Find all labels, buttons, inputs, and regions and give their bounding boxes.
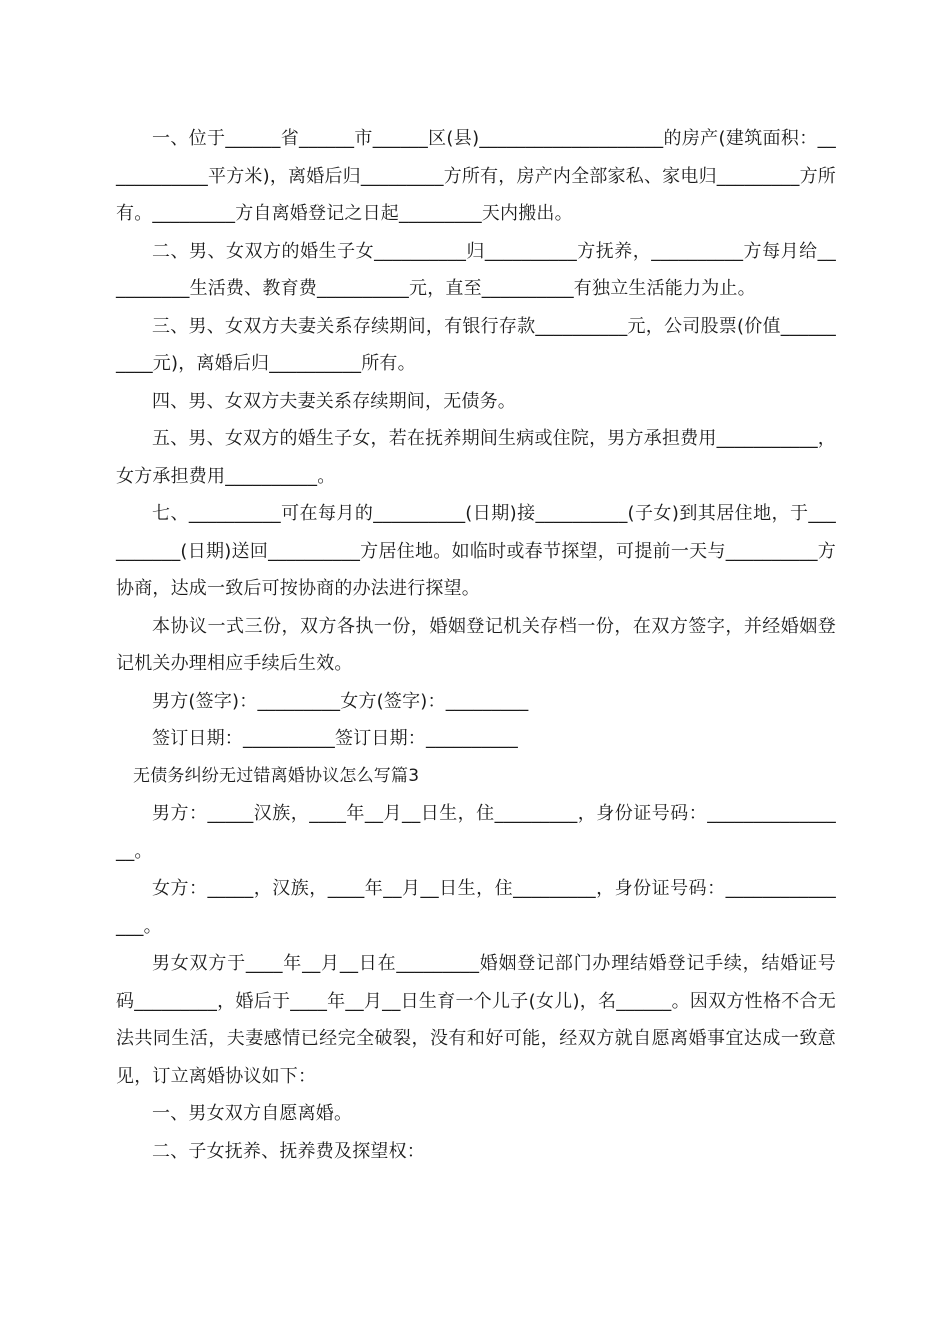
clause-child-support-heading: 二、子女抚养、抚养费及探望权： (152, 1140, 425, 1162)
clause-child-custody: 二、男、女双方的婚生子女__________归__________方抚养，__________方每月给__________生活费、教育费__________元，直至__________有独立生活能力为止。 (116, 240, 836, 299)
signature-line: 男方(签字)：_________女方(签字)：_________ (152, 690, 529, 712)
clause-visitation: 七、__________可在每月的__________(日期)接__________(子女)到其居住地，于__________(日期)送回__________方居住地。如临时或春节探望，可提前一天与__________方协商，达成一致后可按协商的办法进行探望。 (116, 503, 836, 599)
signing-date-line: 签订日期：__________签订日期：__________ (152, 728, 518, 749)
section-heading: 无债务纠纷无过错离婚协议怎么写篇3 (133, 765, 420, 786)
clause-savings: 三、男、女双方夫妻关系存续期间，有银行存款__________元，公司股票(价值__________元)，离婚后归__________所有。 (116, 315, 836, 374)
clause-copies: 本协议一式三份，双方各执一份，婚姻登记机关存档一份，在双方签字，并经婚姻登记机关办理相应手续后生效。 (116, 615, 836, 674)
clause-medical-costs: 五、男、女双方的婚生子女，若在抚养期间生病或住院，男方承担费用___________，女方承担费用__________。 (116, 428, 836, 487)
party-female: 女方：_____，汉族，____年__月__日生，住_________，身份证号码：_______________。 (116, 878, 836, 937)
clause-voluntary-divorce: 一、男女双方自愿离婚。 (152, 1103, 353, 1124)
marriage-background: 男女双方于____年__月__日在_________婚姻登记部门办理结婚登记手续，结婚证号码_________，婚后于____年__月__日生育一个儿子(女儿)，名______。因双方性格不合无法共同生活，夫妻感情已经完全破裂，没有和好可能，经双方就自愿离婚事宜达成一致意见，订立离婚协议如下： (116, 953, 836, 1087)
clause-no-debt: 四、男、女双方夫妻关系存续期间，无债务。 (152, 390, 516, 412)
clause-property: 一、位于______省______市______区(县)____________________的房产(建筑面积：____________平方米)，离婚后归_________方所有，房产内全部家私、家电归_________方所有。_________方自离婚登记之日起_________天内搬出。 (116, 128, 836, 224)
document-body (116, 120, 836, 1170)
party-male: 男方：_____汉族，____年__月__日生，住_________，身份证号码：________________。 (116, 803, 836, 862)
